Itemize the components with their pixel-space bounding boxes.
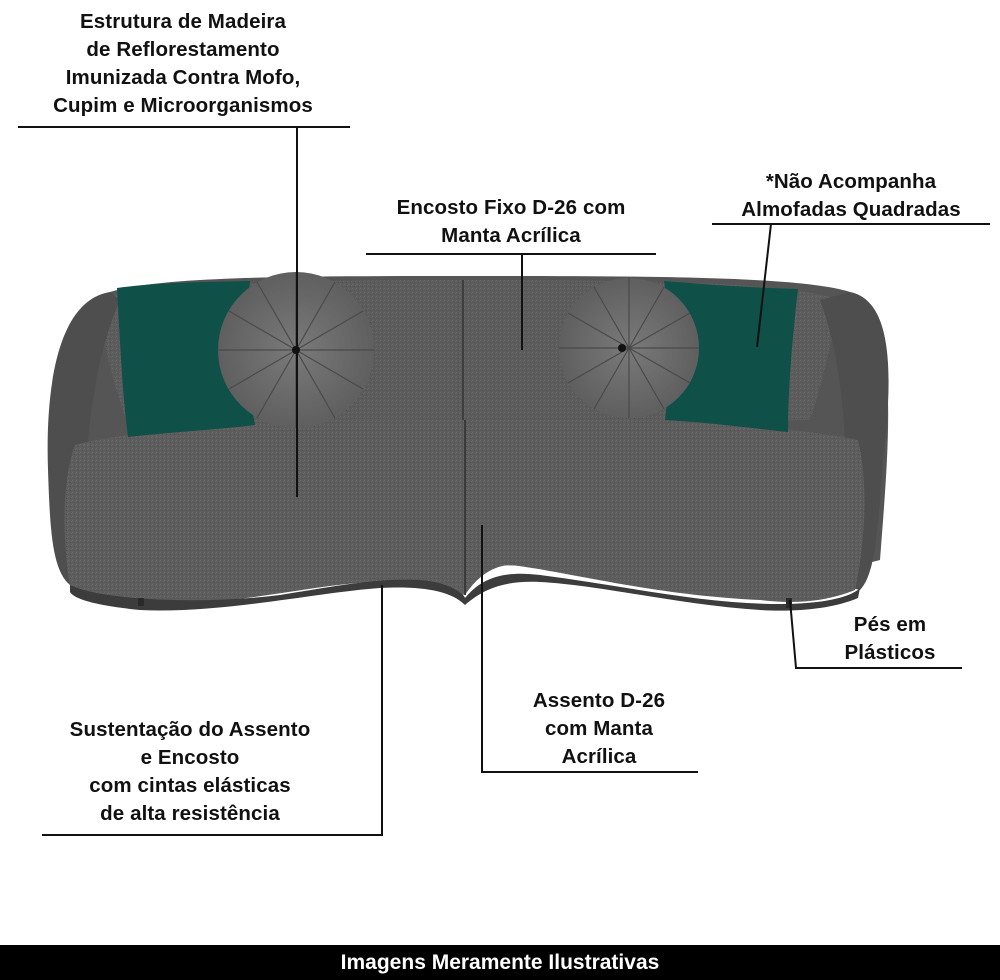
label-sustentacao-line-4: de alta resistência	[100, 802, 280, 825]
label-assento-line-1: Assento D-26	[532, 689, 666, 712]
label-estrutura-line-4: Cupim e Microorganismos	[53, 94, 313, 117]
label-pes-line-1: Pés em	[853, 613, 927, 636]
label-estrutura-line-2: de Reflorestamento	[86, 38, 280, 61]
round-pillow-right	[559, 278, 699, 418]
label-pes	[820, 611, 960, 667]
footer-text: Imagens Meramente Ilustrativas	[340, 950, 660, 974]
label-assento	[500, 687, 698, 771]
label-estrutura-line-1: Estrutura de Madeira	[80, 10, 286, 33]
label-estrutura-line-3: Imunizada Contra Mofo,	[65, 66, 301, 89]
label-sustentacao-line-1: Sustentação do Assento	[69, 718, 311, 741]
label-encosto-line-2: Manta Acrílica	[441, 224, 581, 247]
label-assento-line-2: com Manta	[545, 717, 653, 740]
label-almofadas	[712, 168, 990, 224]
label-estrutura	[28, 8, 338, 120]
seat-left	[65, 420, 465, 604]
label-sustentacao	[30, 716, 350, 828]
label-encosto	[366, 194, 656, 250]
label-almofadas-line-1: *Não Acompanha	[765, 170, 937, 193]
label-sustentacao-line-2: e Encosto	[140, 746, 240, 769]
footer-banner	[0, 945, 1000, 980]
foot-left	[138, 598, 144, 606]
label-pes-line-2: Plásticos	[844, 641, 936, 664]
label-assento-line-3: Acrílica	[561, 745, 637, 768]
label-almofadas-line-2: Almofadas Quadradas	[741, 198, 961, 221]
label-sustentacao-line-3: com cintas elásticas	[89, 774, 291, 797]
label-encosto-line-1: Encosto Fixo D-26 com	[396, 196, 626, 219]
